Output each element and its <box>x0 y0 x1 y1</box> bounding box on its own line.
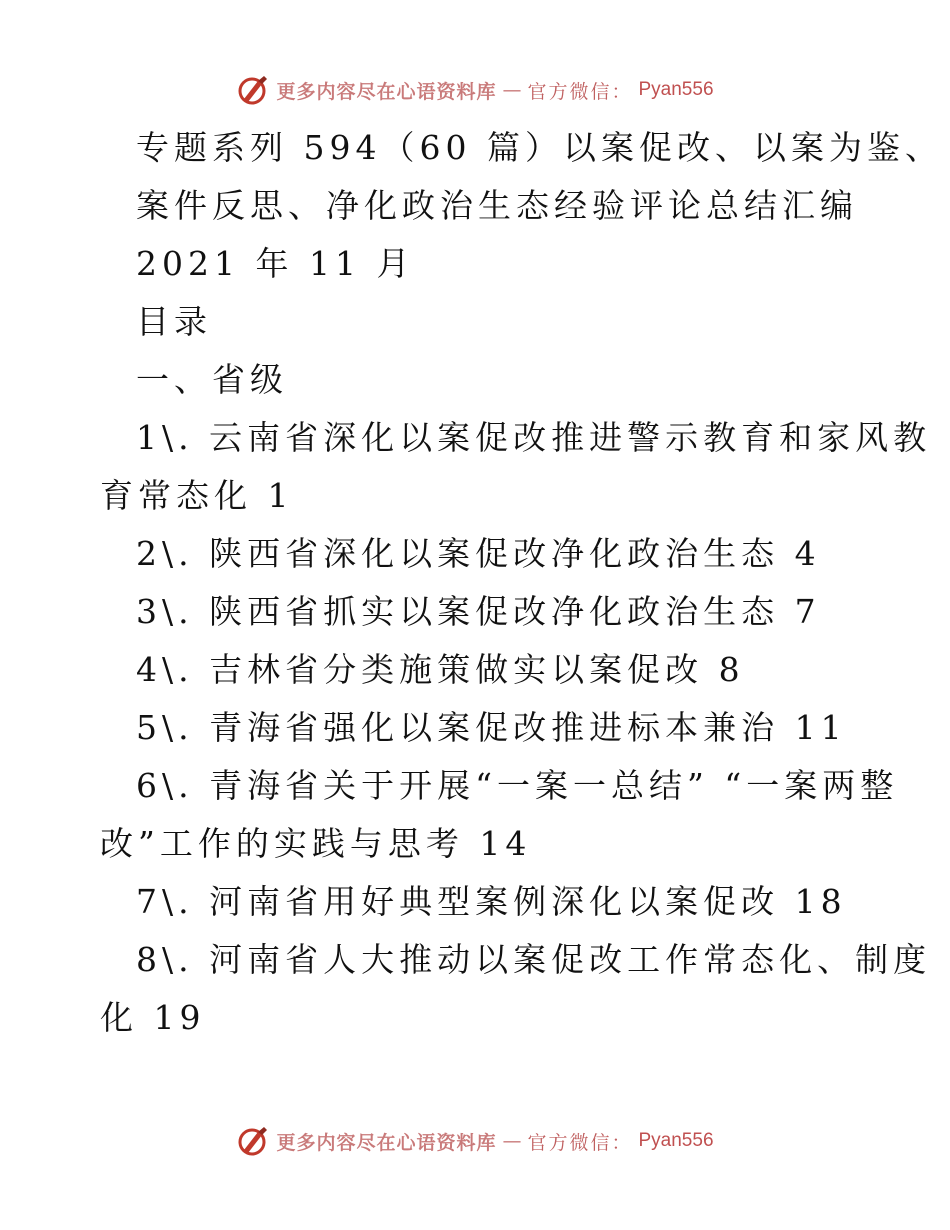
toc-section-heading: 一、省级 <box>136 360 288 399</box>
toc-entry-1[interactable]: 1\. 云南省深化以案促改推进警示教育和家风教 <box>136 418 932 457</box>
watermark-dash: — <box>502 79 522 101</box>
watermark-dash: — <box>502 1130 522 1152</box>
footer-watermark <box>0 1121 950 1161</box>
toc-entry-6[interactable]: 6\. 青海省关于开展“一案一总结” “一案两整 <box>136 766 899 805</box>
watermark-wechat-label: 官方微信： <box>527 1131 633 1154</box>
toc-heading: 目录 <box>136 302 212 341</box>
toc-entry-1-continued[interactable]: 育常态化 1 <box>100 476 294 515</box>
toc-entry-6-continued[interactable]: 改”工作的实践与思考 14 <box>100 824 532 863</box>
header-watermark <box>0 70 950 110</box>
document-date: 2021 年 11 月 <box>136 244 415 283</box>
toc-entry-4[interactable]: 4\. 吉林省分类施策做实以案促改 8 <box>136 650 745 689</box>
watermark-text: 更多内容尽在心语资料库 <box>276 80 497 103</box>
toc-entry-8[interactable]: 8\. 河南省人大推动以案促改工作常态化、制度 <box>136 940 932 979</box>
watermark-text: 更多内容尽在心语资料库 <box>276 1131 497 1154</box>
document-title-line-1: 专题系列 594（60 篇）以案促改、以案为鉴、 <box>136 128 943 167</box>
watermark-wechat-id: Pyan556 <box>638 1130 714 1151</box>
toc-entry-5[interactable]: 5\. 青海省强化以案促改推进标本兼治 11 <box>136 708 847 747</box>
watermark-wechat-label: 官方微信： <box>527 80 633 103</box>
toc-entry-3[interactable]: 3\. 陕西省抓实以案促改净化政治生态 7 <box>136 592 821 631</box>
toc-entry-8-continued[interactable]: 化 19 <box>100 998 206 1037</box>
pen-logo-icon <box>236 1124 270 1158</box>
pen-logo-icon <box>236 73 270 107</box>
watermark-wechat-id: Pyan556 <box>638 79 714 100</box>
document-title-line-2: 案件反思、净化政治生态经验评论总结汇编 <box>136 186 858 225</box>
toc-entry-2[interactable]: 2\. 陕西省深化以案促改净化政治生态 4 <box>136 534 821 573</box>
toc-entry-7[interactable]: 7\. 河南省用好典型案例深化以案促改 18 <box>136 882 847 921</box>
